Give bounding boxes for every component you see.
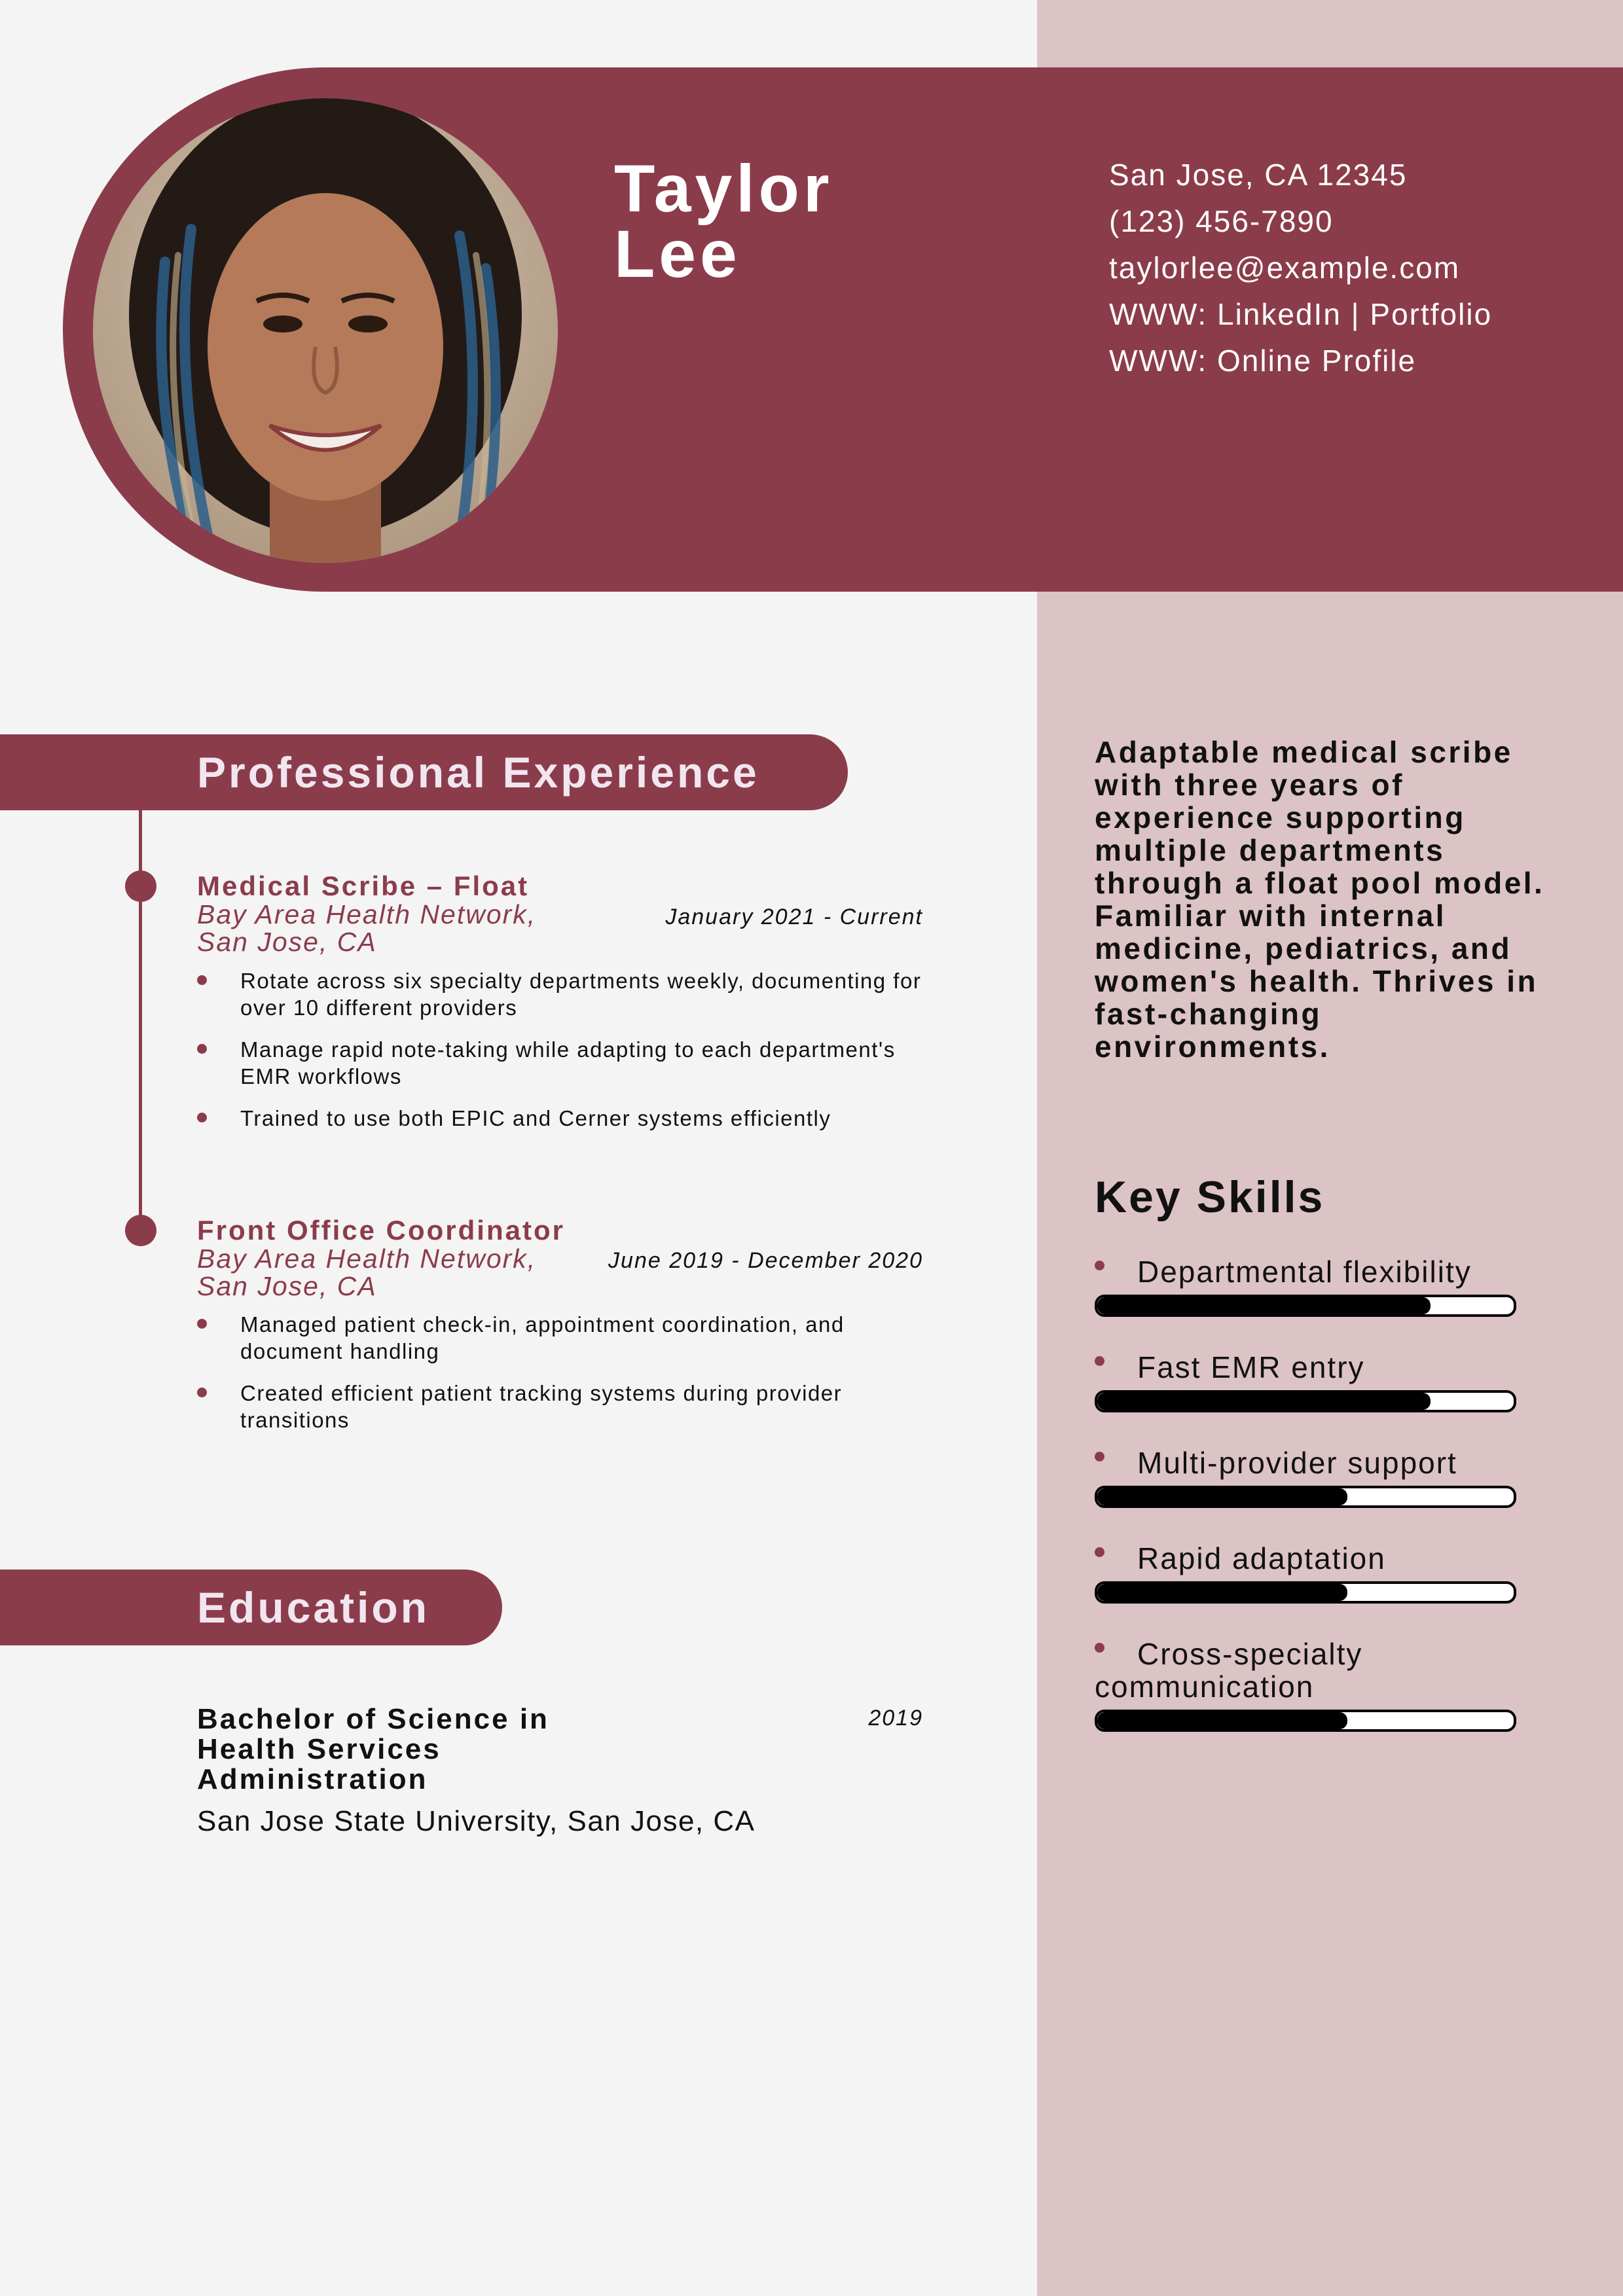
- skill-bar: [1095, 1486, 1516, 1508]
- bullet-icon: [1095, 1356, 1104, 1366]
- skill-bar-fill: [1097, 1488, 1347, 1505]
- bullet-icon: [197, 1113, 207, 1122]
- bullet-icon: [1095, 1547, 1104, 1557]
- job-organization: Bay Area Health Network,: [197, 899, 537, 929]
- candidate-name: [614, 151, 833, 291]
- job-bullets: [197, 967, 943, 1147]
- job-organization: Bay Area Health Network,: [197, 1244, 537, 1274]
- skill-bar-fill: [1097, 1393, 1431, 1410]
- skill-bar-fill: [1097, 1584, 1347, 1601]
- bullet-icon: [1095, 1261, 1104, 1270]
- contact-email[interactable]: taylorlee@example.com: [1109, 251, 1461, 285]
- last-name: Lee: [614, 217, 741, 291]
- education-heading: Education: [0, 1570, 502, 1645]
- job-title: Medical Scribe – Float: [197, 870, 530, 901]
- skill-bar: [1095, 1581, 1516, 1604]
- first-name: Taylor: [614, 151, 833, 226]
- skill-label: Departmental flexibility: [1095, 1255, 1472, 1288]
- professional-summary: Adaptable medical scribe with three years of experience supporting multiple departments through a float pool model. Familiar with internal medicine, pediatrics, and women's health. Thrives in fast-changing environments.: [1095, 735, 1545, 1064]
- skill-bar: [1095, 1390, 1516, 1412]
- bullet-icon: [197, 1044, 207, 1054]
- education-date: 2019: [868, 1706, 923, 1731]
- timeline-dot: [125, 870, 156, 902]
- timeline-dot: [125, 1215, 156, 1246]
- job-location: San Jose, CA: [197, 1271, 377, 1301]
- contact-address: San Jose, CA 12345: [1109, 158, 1408, 192]
- skill-bar-fill: [1097, 1712, 1347, 1729]
- job-title: Front Office Coordinator: [197, 1215, 565, 1246]
- skill-label: Rapid adaptation: [1095, 1542, 1386, 1575]
- skill-label: Cross-specialty communication: [1095, 1637, 1363, 1704]
- skill-bar-fill: [1097, 1297, 1431, 1314]
- contact-links[interactable]: WWW: LinkedIn | Portfolio: [1109, 297, 1493, 331]
- education-degree: Bachelor of Science in Health Services Administration: [197, 1703, 549, 1795]
- experience-heading: Professional Experience: [0, 734, 848, 810]
- list-item: Manage rapid note-taking while adapting to each department's EMR workflows: [197, 1036, 943, 1090]
- contact-info: [1109, 152, 1492, 384]
- bullet-icon: [197, 975, 207, 985]
- contact-phone[interactable]: (123) 456-7890: [1109, 204, 1334, 238]
- skill-bar: [1095, 1710, 1516, 1732]
- list-item: Trained to use both EPIC and Cerner systems efficiently: [197, 1105, 943, 1132]
- job-dates: June 2019 - December 2020: [608, 1248, 923, 1273]
- portrait-image: [93, 98, 558, 563]
- skills-heading: Key Skills: [1095, 1172, 1325, 1222]
- job-bullets: [197, 1311, 917, 1448]
- list-item: Managed patient check-in, appointment coordination, and document handling: [197, 1311, 917, 1365]
- bullet-icon: [1095, 1452, 1104, 1462]
- bullet-icon: [1095, 1643, 1104, 1653]
- job-location: San Jose, CA: [197, 927, 377, 957]
- skill-label: Fast EMR entry: [1095, 1351, 1365, 1384]
- contact-profile[interactable]: WWW: Online Profile: [1109, 344, 1417, 378]
- bullet-icon: [197, 1319, 207, 1329]
- list-item: Created efficient patient tracking systems during provider transitions: [197, 1380, 917, 1433]
- profile-photo: [93, 98, 558, 563]
- bullet-icon: [197, 1388, 207, 1397]
- skill-bar: [1095, 1295, 1516, 1317]
- list-item: Rotate across six specialty departments weekly, documenting for over 10 different providers: [197, 967, 943, 1021]
- education-school: San Jose State University, San Jose, CA: [197, 1805, 756, 1837]
- skill-label: Multi-provider support: [1095, 1446, 1457, 1479]
- job-dates: January 2021 - Current: [665, 905, 923, 929]
